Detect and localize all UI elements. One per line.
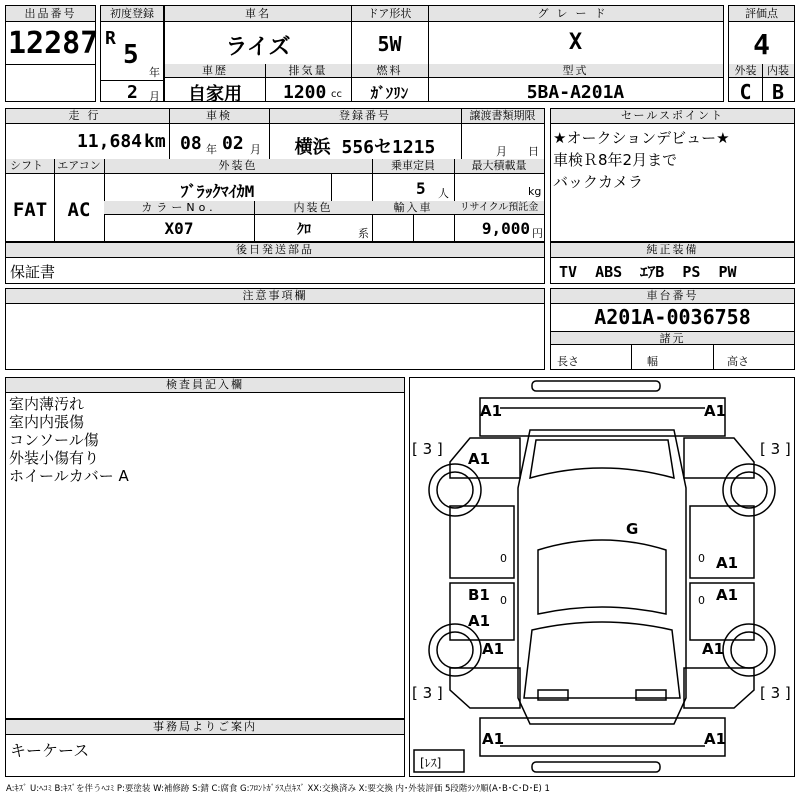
mileage-unit: km (144, 131, 166, 152)
lot-number: 12287 (8, 26, 99, 61)
inspection-month: 02 (222, 133, 244, 154)
model-value: 5BA-A201A (526, 82, 625, 103)
transfer-day-unit: 日 (528, 145, 539, 158)
notes-header: 注意事項欄 (6, 289, 544, 304)
interior-color-header: 内装色 (254, 201, 372, 215)
color-no-header: カラーNo. (104, 201, 254, 215)
car-name-header: 車名 (165, 6, 351, 22)
inspector-note: 室内内張傷 (9, 413, 85, 431)
exterior-header: 外装 (729, 64, 762, 78)
color-header: 外装色 (104, 159, 372, 174)
equipment-header: 純正装備 (551, 243, 794, 258)
exterior-grade: C (739, 80, 752, 104)
score-value: 4 (753, 28, 770, 61)
later-parts-value: 保証書 (10, 263, 56, 281)
displacement-header: 排気量 (265, 64, 351, 78)
zero-mark: 0 (500, 552, 507, 565)
displacement-unit: cc (331, 89, 342, 100)
year-unit: 年 (149, 66, 160, 79)
recycle-header: リサイクル預託金 (454, 201, 544, 215)
damage-mark: A1 (468, 450, 491, 468)
rear-window (530, 440, 674, 478)
sales-point-line: ★オークションデビュー★ (553, 129, 730, 147)
lot-number-box (5, 5, 99, 102)
spare-label: [ﾚｽ] (420, 756, 442, 770)
inspector-note: コンソール傷 (9, 431, 99, 449)
damage-mark: B1 (468, 586, 490, 604)
import-header: 輸入車 (372, 201, 454, 215)
damage-mark: A1 (468, 612, 491, 630)
tire-tread: [ 3 ] (760, 440, 791, 458)
mileage-value: 11,684 (76, 131, 142, 152)
capacity-header: 乗車定員 (372, 159, 454, 174)
fuel-value: ｶﾞｿﾘﾝ (370, 84, 409, 102)
length-label: 長さ (557, 355, 579, 368)
sales-point-line: バックカメラ (553, 173, 644, 191)
zero-mark: 0 (698, 594, 705, 607)
month-unit: 月 (149, 90, 160, 103)
exterior-color: ﾌﾞﾗｯｸﾏｲｶM (180, 182, 255, 201)
zero-mark: 0 (698, 552, 705, 565)
inspection-month-unit: 月 (250, 143, 261, 156)
registration-year: 5 (123, 40, 139, 70)
plate-number: 横浜 556セ1215 (294, 137, 436, 158)
score-header: 評価点 (729, 6, 794, 22)
history-header: 車歴 (165, 64, 265, 78)
grade-value: X (568, 30, 583, 55)
left-front-fender (450, 668, 520, 708)
inspector-box (5, 377, 405, 719)
transfer-month-unit: 月 (496, 145, 507, 158)
specs-header: 諸元 (551, 331, 794, 345)
interior-color-unit: 系 (358, 227, 369, 240)
load-unit: kg (528, 185, 542, 198)
damage-mark: A1 (704, 730, 727, 748)
model-header: 型式 (428, 64, 723, 78)
ac-header: エアコン (54, 159, 104, 174)
inspector-note: 外装小傷有り (9, 449, 100, 467)
rear-bumper-top (532, 381, 660, 391)
damage-mark: A1 (480, 402, 503, 420)
capacity-value: 5 (416, 179, 426, 198)
recycle-value: 9,000 (481, 219, 530, 238)
recycle-unit: 円 (532, 227, 543, 240)
damage-mark: A1 (482, 640, 505, 658)
tire-tread: [ 3 ] (412, 684, 443, 702)
fuel-header: 燃料 (351, 64, 428, 78)
mileage-header: 走行 (6, 109, 169, 124)
car-diagram (410, 378, 794, 776)
shift-value: FAT (12, 199, 48, 221)
tire-tread: [ 3 ] (412, 440, 443, 458)
damage-mark: G (626, 520, 639, 538)
era-mark: R (105, 28, 116, 49)
damage-mark: A1 (482, 730, 505, 748)
inspection-header: 車検 (169, 109, 269, 124)
zero-mark: 0 (500, 594, 507, 607)
first-registration-header: 初度登録 (101, 6, 163, 22)
load-header: 最大積載量 (454, 159, 544, 174)
right-front-fender (684, 668, 754, 708)
interior-color: ｸﾛ (297, 222, 311, 238)
later-parts-box (5, 242, 545, 284)
history-value: 自家用 (188, 84, 242, 105)
score-box (728, 5, 795, 102)
registration-month: 2 (127, 82, 138, 103)
right-rear-quarter (684, 438, 754, 478)
left-rear-door (450, 506, 514, 578)
first-registration-box (100, 5, 164, 102)
ac-value: AC (67, 199, 91, 221)
color-number: X07 (164, 219, 194, 238)
office-header: 事務局よりご案内 (6, 720, 404, 735)
windshield (524, 622, 680, 698)
door-type: 5W (377, 32, 402, 56)
equipment-value: TV ABS ｴｱB PS PW (559, 263, 737, 281)
office-value: キーケース (10, 741, 90, 760)
width-label: 幅 (647, 355, 658, 368)
lot-number-header: 出品番号 (6, 6, 95, 22)
detail-grid (5, 108, 545, 242)
height-label: 高さ (727, 355, 749, 368)
office-box (5, 719, 405, 777)
chassis-box (550, 288, 795, 370)
car-name: ライズ (225, 35, 291, 60)
sales-points-box (550, 108, 795, 242)
displacement-value: 1200 (283, 82, 327, 103)
chassis-header: 車台番号 (551, 289, 794, 304)
equipment-box (550, 242, 795, 284)
transfer-header: 譲渡書類期限 (461, 109, 544, 124)
damage-mark: A1 (716, 554, 739, 572)
grade-header: グレード (428, 6, 723, 22)
sales-points-header: セールスポイント (551, 109, 794, 124)
interior-header: 内装 (762, 64, 794, 78)
plate-header: 登録番号 (269, 109, 461, 124)
later-parts-header: 後日発送部品 (6, 243, 544, 258)
damage-mark: A1 (704, 402, 727, 420)
tire-tread: [ 3 ] (760, 684, 791, 702)
chassis-number: A201A-0036758 (594, 305, 751, 329)
main-spec-box (164, 5, 724, 105)
damage-mark: A1 (702, 640, 725, 658)
inspection-year-unit: 年 (206, 143, 217, 156)
car-diagram-box (409, 377, 795, 777)
interior-grade: B (771, 80, 785, 104)
inspection-year: 08 (180, 133, 202, 154)
sales-point-line: 車検Ｒ8年2月まで (553, 151, 678, 169)
capacity-unit: 人 (438, 187, 449, 200)
legend: A:ｷｽﾞ U:ﾍｺﾐ B:ｷｽﾞを伴うﾍｺﾐ P:要塗装 W:補修跡 S:錆 C:腐食 G:ﾌﾛﾝﾄｶﾞﾗｽ点ｷｽﾞ XX:交換済み X:要交換 内･外装評価 5段階ﾗﾝｸ順(A･B･C･D･E) 1 (6, 784, 550, 794)
damage-mark: A1 (716, 586, 739, 604)
inspector-note: 室内薄汚れ (9, 395, 85, 413)
inspector-header: 検査員記入欄 (6, 378, 404, 393)
door-header: ドア形状 (351, 6, 428, 22)
notes-box (5, 288, 545, 370)
roof-panel (538, 540, 666, 614)
shift-header: シフト (6, 159, 54, 174)
front-bumper-bottom (532, 762, 660, 772)
inspector-note: ホイールカバー A (9, 467, 129, 485)
